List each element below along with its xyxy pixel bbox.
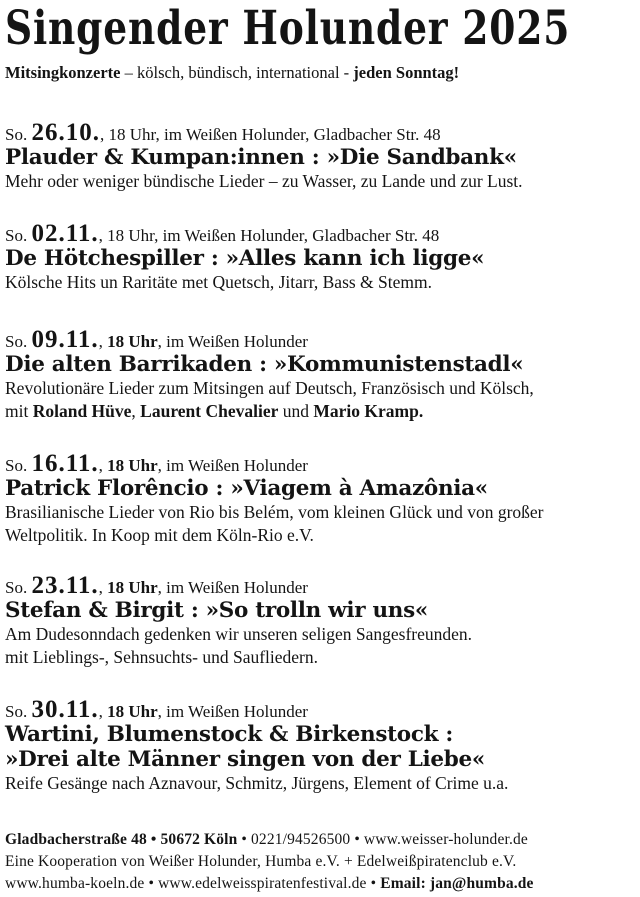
event-day: So.	[5, 456, 28, 475]
event-location: im Weißen Holunder, Gladbacher Str. 48	[163, 125, 441, 144]
event-date-line: So. 30.11., 18 Uhr, im Weißen Holunder	[5, 696, 308, 723]
footer-address-rest: • 0221/94526500 • www.weisser-holunder.de	[237, 831, 528, 848]
event-date: 23.11.	[31, 572, 99, 599]
subtitle-emphasis: jeden Sonntag!	[353, 63, 460, 82]
event-title: »Drei alte Männer singen von der Liebe«	[5, 747, 486, 772]
page-subtitle	[5, 63, 459, 83]
performer-name: Laurent Chevalier	[140, 401, 279, 421]
event-day: So.	[5, 578, 28, 597]
event-day: So.	[5, 125, 28, 144]
event-location: im Weißen Holunder	[166, 578, 308, 597]
event-item	[5, 696, 637, 795]
event-day: So.	[5, 702, 28, 721]
event-date-line: So. 26.10., 18 Uhr, im Weißen Holunder, Gladbacher Str. 48	[5, 119, 441, 146]
event-date-line: So. 09.11., 18 Uhr, im Weißen Holunder	[5, 326, 308, 353]
event-description: mit Lieblings-, Sehnsuchts- und Saufliedern.	[5, 647, 319, 667]
event-time: 18 Uhr	[107, 226, 155, 245]
event-title: Stefan & Birgit : »So trolln wir uns«	[5, 598, 429, 623]
event-time: 18 Uhr	[107, 332, 158, 351]
performer-name: Roland Hüve	[32, 401, 132, 421]
event-description: Revolutionäre Lieder zum Mitsingen auf Deutsch, Französisch und Kölsch,	[5, 378, 534, 398]
event-time: 18 Uhr	[107, 578, 158, 597]
page-title: Singender Holunder 2025	[5, 1, 571, 56]
event-time: 18 Uhr	[108, 125, 156, 144]
footer-links	[5, 873, 637, 895]
event-title: Wartini, Blumenstock & Birkenstock :	[5, 722, 454, 747]
event-item	[5, 119, 637, 193]
event-title: Plauder & Kumpan:innen : »Die Sandbank«	[5, 145, 517, 170]
event-date: 16.11.	[31, 450, 99, 477]
event-title: De Hötchespiller : »Alles kann ich ligge«	[5, 246, 485, 271]
event-item	[5, 326, 637, 423]
event-title: Patrick Florêncio : »Viagem à Amazônia«	[5, 476, 488, 501]
event-date-line: So. 16.11., 18 Uhr, im Weißen Holunder	[5, 450, 308, 477]
performer-name: Mario Kramp.	[313, 401, 424, 421]
event-date: 09.11.	[31, 326, 99, 353]
event-performers: mit Roland Hüve, Laurent Chevalier und Mario Kramp.	[5, 401, 424, 421]
performers-and: und	[278, 401, 314, 421]
event-description: Brasilianische Lieder von Rio bis Belém, vom kleinen Glück und von großer	[5, 502, 544, 522]
event-date: 02.11.	[31, 220, 99, 247]
event-date-line: So. 23.11., 18 Uhr, im Weißen Holunder	[5, 572, 308, 599]
event-description: Weltpolitik. In Koop mit dem Köln-Rio e.V.	[5, 525, 314, 545]
event-item	[5, 220, 637, 294]
footer-address	[5, 829, 637, 851]
event-time: 18 Uhr	[107, 456, 158, 475]
event-date: 30.11.	[31, 696, 99, 723]
subtitle-text: – kölsch, bündisch, international -	[120, 63, 354, 82]
footer	[5, 829, 637, 895]
event-day: So.	[5, 226, 28, 245]
performers-prefix: mit	[5, 401, 33, 421]
footer-cooperation: Eine Kooperation von Weißer Holunder, Humba e.V. + Edelweißpiratenclub e.V.	[5, 853, 517, 870]
event-location: im Weißen Holunder	[166, 456, 308, 475]
event-time: 18 Uhr	[107, 702, 158, 721]
event-location: im Weißen Holunder, Gladbacher Str. 48	[162, 226, 440, 245]
event-day: So.	[5, 332, 28, 351]
event-title: Die alten Barrikaden : »Kommunistenstadl«	[5, 352, 524, 377]
footer-email: Email: jan@humba.de	[380, 875, 534, 892]
footer-address-bold: Gladbacherstraße 48 • 50672 Köln	[5, 831, 238, 848]
event-description: Kölsche Hits un Raritäte met Quetsch, Jitarr, Bass & Stemm.	[5, 272, 433, 292]
footer-link-list: www.humba-koeln.de • www.edelweisspiratenfestival.de •	[5, 875, 381, 892]
event-location: im Weißen Holunder	[166, 332, 308, 351]
event-date: 26.10.	[31, 119, 100, 146]
subtitle-bold: Mitsingkonzerte	[5, 63, 121, 82]
event-description: Reife Gesänge nach Aznavour, Schmitz, Jürgens, Element of Crime u.a.	[5, 773, 509, 793]
event-description: Am Dudesonndach gedenken wir unseren seligen Sangesfreunden.	[5, 624, 473, 644]
event-description: Mehr oder weniger bündische Lieder – zu Wasser, zu Lande und zur Lust.	[5, 171, 523, 191]
event-location: im Weißen Holunder	[166, 702, 308, 721]
event-item	[5, 572, 637, 669]
event-item	[5, 450, 637, 547]
event-date-line: So. 02.11., 18 Uhr, im Weißen Holunder, Gladbacher Str. 48	[5, 220, 440, 247]
